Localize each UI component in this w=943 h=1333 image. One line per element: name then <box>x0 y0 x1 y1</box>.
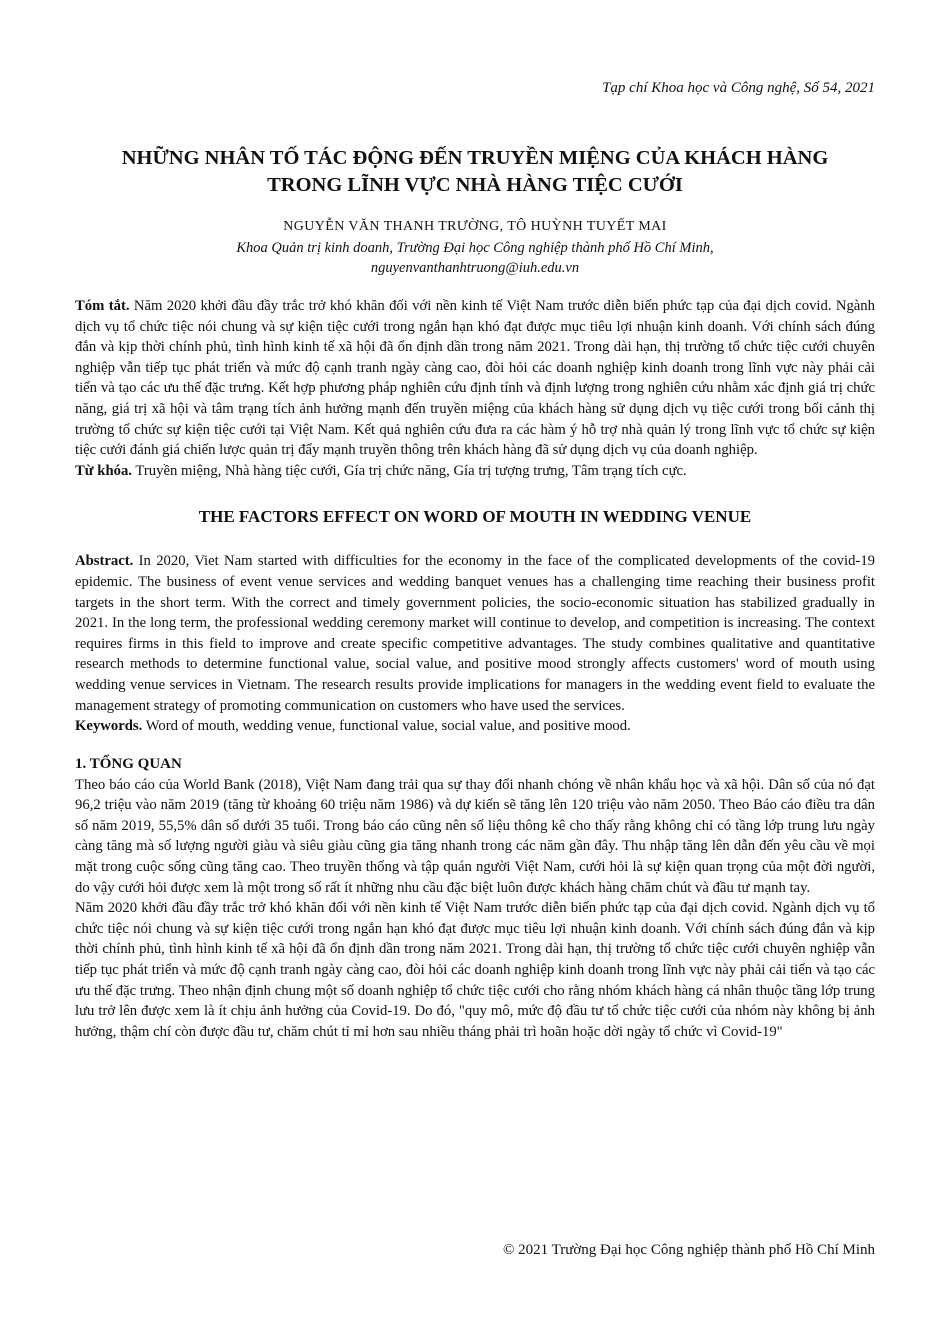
abstract-vietnamese <box>75 296 875 461</box>
paper-title: NHỮNG NHÂN TỐ TÁC ĐỘNG ĐẾN TRUYỀN MIỆNG CỦA KHÁCH HÀNG TRONG LĨNH VỰC NHÀ HÀNG TIỆC CƯỚI <box>121 147 829 196</box>
english-title: THE FACTORS EFFECT ON WORD OF MOUTH IN WEDDING VENUE <box>198 507 752 527</box>
abstract-en-text: In 2020, Viet Nam started with difficulties for the economy in the face of the complicated developments of the covid-19 epidemic. The business of event venue services and wedding banquet venues has a challenging time reaching their business profit targets in the short term. With the correct and timely government policies, the socio-economic situation has stabilized gradually in 2021. In the long term, the professional wedding ceremony market will continue to develop, and competition is increasing. The context requires firms in this field to improve and create specific competitive advantages. The study combines qualitative and quantitative research methods to determine functional value, social value, and positive mood strongly affects customers' word of mouth using wedding venue services in Vietnam. The research results provide implications for managers in the wedding event field to evaluate the management strategy of promoting communication on customers who have used the services. <box>75 553 876 714</box>
copyright-footer: © 2021 Trường Đại học Công nghiệp thành phố Hồ Chí Minh <box>502 1242 875 1258</box>
keywords-english <box>75 716 875 737</box>
section-1-paragraph-1: Theo báo cáo của World Bank (2018), Việt Nam đang trải qua sự thay đổi nhanh chóng về nhân khẩu học và xã hội. Dân số của nó đạt 96,2 triệu vào năm 2019 (tăng từ khoảng 60 triệu năm 1986) và dự kiến sẽ tăng lên 120 triệu vào năm 2050. Theo Báo cáo điều tra dân số năm 2019, 55,5% dân số dưới 35 tuổi. Trong báo cáo cũng nên số liệu thông kê cho thấy rằng không chỉ có tầng lớp trung lưu ngày càng tăng mà số lượng người giàu và siêu giàu cũng gia tăng nhanh trong các năm gần đây. Thu nhập tăng lên dẫn đến yêu cầu về mọi mặt trong cuộc sống cũng tăng cao. Theo truyền thống và tập quán người Việt Nam, cưới hỏi là sự kiện quan trọng của một đời người, do vậy cưới hỏi được xem là một trong số rất ít những nhu cầu đặc biệt luôn được khách hàng chăm chút và đầu tư mạnh tay. <box>75 776 875 896</box>
affiliation-line: Khoa Quản trị kinh doanh, Trường Đại học Công nghiệp thành phố Hồ Chí Minh, <box>236 240 714 256</box>
abstract-vi-text: Năm 2020 khởi đầu đầy trắc trở khó khăn đối với nền kinh tế Việt Nam trước diễn biến phức tạp của đại dịch covid. Ngành dịch vụ tổ chức tiệc nói chung và sự kiện tiệc cưới trong ngắn hạn khó đạt được mục tiêu lợi nhuận kinh doanh. Với chính sách đúng đắn và kịp thời chính phủ, tình hình kinh tế xã hội đã ổn định dần trong năm 2021. Trong dài hạn, thị trường tổ chức tiệc cưới chuyên nghiệp vẫn tiếp tục phát triển và mức độ cạnh tranh ngày càng cao, đòi hỏi các doanh nghiệp kinh doanh trong lĩnh vực này phải cải tiến và tạo các ưu thế đặc trưng. Kết hợp phương pháp nghiên cứu định tính và định lượng trong nghiên cứu nhằm xác định giá trị chức năng, giá trị xã hội và tâm trạng tích ảnh hưởng mạnh đến truyền miệng của khách hàng sử dụng dịch vụ tiệc cưới trong bối cảnh thị trường tổ chức sự kiện tiệc cưới tại Việt Nam. Kết quả nghiên cứu đưa ra các hàm ý hỗ trợ nhà quản lý trong lĩnh vực tổ chức sự kiện tiệc cưới đánh giá chiến lược quản trị đẩy mạnh truyền thông trên khách hàng đã sử dụng dịch vụ của doanh nghiệp. <box>75 298 875 459</box>
keywords-vietnamese <box>75 461 875 482</box>
authors-line: NGUYỄN VĂN THANH TRƯỜNG, TÔ HUỲNH TUYẾT MAI <box>283 219 667 234</box>
abstract-en-label: Abstract. <box>75 553 134 570</box>
author-email: nguyenvanthanhtruong@iuh.edu.vn <box>370 260 580 276</box>
abstract-vi-label: Tóm tắt. <box>75 298 130 314</box>
keywords-vi-text: Truyền miệng, Nhà hàng tiệc cưới, Gía trị chức năng, Gía trị tượng trưng, Tâm trạng tích cực. <box>135 462 687 479</box>
section-1-heading: 1. TỔNG QUAN <box>75 755 182 772</box>
keywords-vi-label: Từ khóa. <box>75 462 132 479</box>
keywords-en-label: Keywords. <box>75 718 143 735</box>
journal-header: Tạp chí Khoa học và Công nghệ, Số 54, 2021 <box>602 80 875 96</box>
abstract-english <box>75 551 875 716</box>
keywords-en-text: Word of mouth, wedding venue, functional value, social value, and positive mood. <box>145 718 631 735</box>
section-1-paragraph-2: Năm 2020 khởi đầu đầy trắc trở khó khăn đối với nền kinh tế Việt Nam trước diễn biến phức tạp của đại dịch covid. Ngành dịch vụ tổ chức tiệc nói chung và sự kiện tiệc cưới trong ngắn hạn khó đạt được mục tiêu lợi nhuận kinh doanh. Với chính sách đúng đắn và kịp thời chính phủ, tình hình kinh tế xã hội đã ổn định dần trong năm 2021. Trong dài hạn, thị trường tổ chức tiệc cưới chuyên nghiệp vẫn tiếp tục phát triển và mức độ cạnh tranh ngày càng cao, đòi hỏi các doanh nghiệp kinh doanh trong lĩnh vực này phải cải tiến và tạo các ưu thế đặc trưng. Theo nhận định chung một số doanh nghiệp tổ chức tiệc cưới cho rằng nhóm khách hàng cá nhân thuộc tầng lớp trung lưu trở lên được xem là ít chịu ảnh hưởng của Covid-19. Do đó, "quy mô, mức độ đầu tư tổ chức tiệc cưới của nhóm này không bị ảnh hưởng, thậm chí còn được đầu tư, chăm chút tỉ mỉ hơn sau nhiều tháng phải trì hoãn hoặc dời ngày tổ chức vì Covid-19" <box>75 900 875 1040</box>
